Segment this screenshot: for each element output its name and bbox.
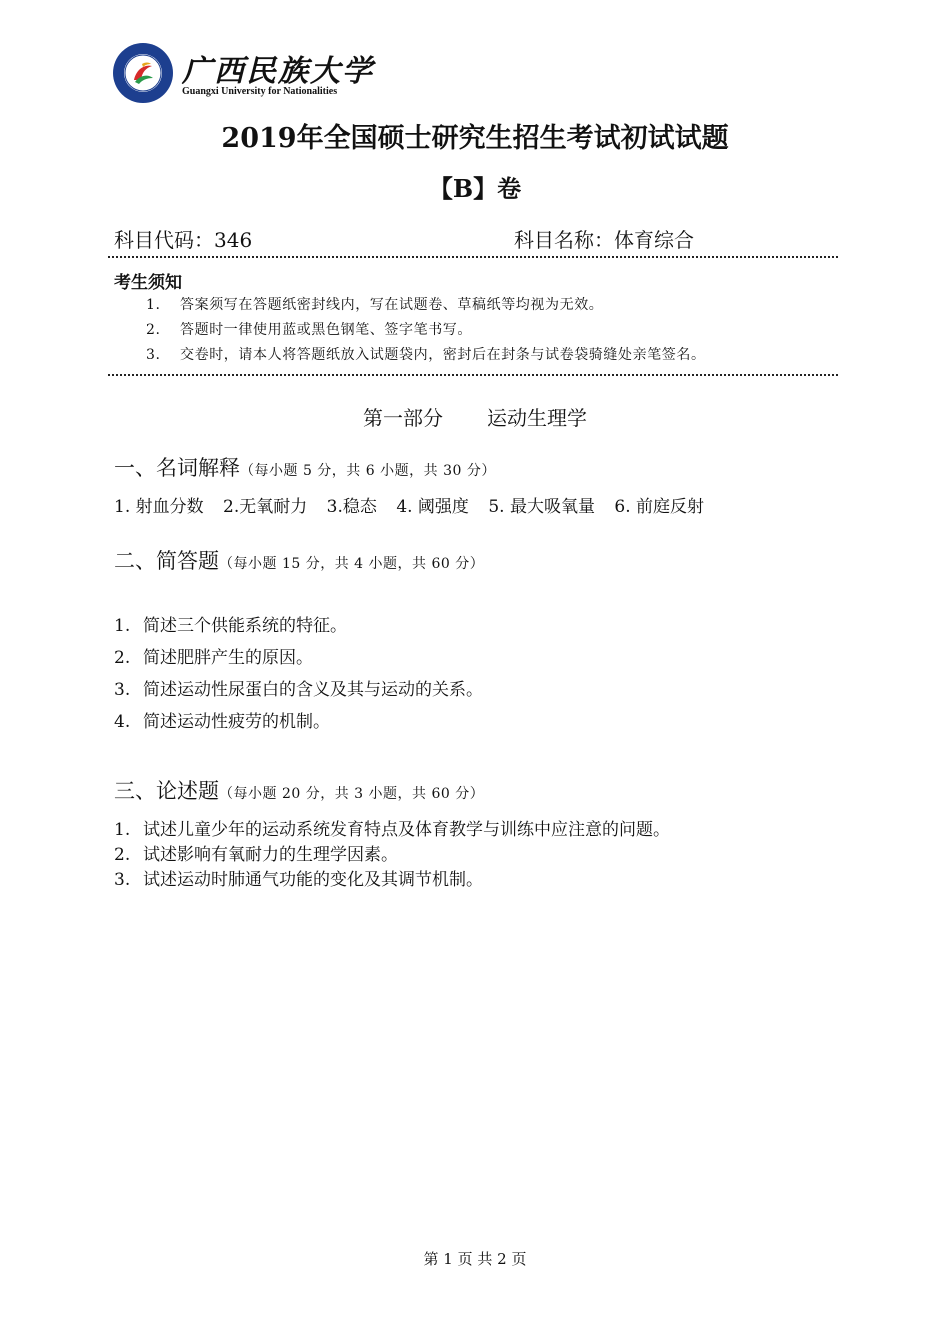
question-item: 4. 简述运动性疲劳的机制。 <box>114 712 330 732</box>
university-logo <box>112 42 374 102</box>
part-name: 运动生理学 <box>487 406 587 430</box>
question-item: 1. 试述儿童少年的运动系统发育特点及体育教学与训练中应注意的问题。 <box>114 820 670 840</box>
part-label: 第一部分 <box>363 406 443 430</box>
question-item: 2. 简述肥胖产生的原因。 <box>114 648 313 668</box>
section-title: 三、论述题 <box>114 779 219 803</box>
question-item: 1. 简述三个供能系统的特征。 <box>114 616 347 636</box>
notice-heading: 考生须知 <box>114 273 182 293</box>
paper-version: 【B】卷 <box>428 174 522 203</box>
university-name-cn: 广西民族大学 <box>182 54 374 89</box>
page-number: 第 1 页 共 2 页 <box>423 1250 527 1268</box>
divider-top <box>108 256 838 258</box>
question-item: 3. 简述运动性尿蛋白的含义及其与运动的关系。 <box>114 680 483 700</box>
term-item: 1. 射血分数 <box>114 497 204 517</box>
section-scoring: （每小题 20 分，共 3 小题，共 60 分） <box>219 786 485 802</box>
question-item: 2. 试述影响有氧耐力的生理学因素。 <box>114 845 398 865</box>
section-title: 一、名词解释 <box>114 456 240 480</box>
term-list <box>114 492 718 517</box>
section-heading <box>114 775 484 805</box>
section-heading <box>114 545 484 575</box>
part-heading <box>0 402 950 431</box>
university-seal-icon <box>112 42 174 104</box>
section-heading <box>114 452 496 482</box>
notice-item: 2. 答题时一律使用蓝或黑色钢笔、签字笔书写。 <box>146 322 472 338</box>
section-title: 二、简答题 <box>114 549 219 573</box>
divider-bottom <box>108 374 838 376</box>
section-scoring: （每小题 5 分，共 6 小题，共 30 分） <box>240 463 496 479</box>
term-item: 5. 最大吸氧量 <box>488 497 595 517</box>
subject-code: 科目代码：346 <box>114 228 253 252</box>
notice-item: 1. 答案须写在答题纸密封线内，写在试题卷、草稿纸等均视为无效。 <box>146 297 604 313</box>
notice-item: 3. 交卷时，请本人将答题纸放入试题袋内，密封后在封条与试卷袋骑缝处亲笔签名。 <box>146 347 706 363</box>
section-scoring: （每小题 15 分，共 4 小题，共 60 分） <box>219 556 485 572</box>
term-item: 6. 前庭反射 <box>614 497 704 517</box>
term-item: 4. 阈强度 <box>396 497 469 517</box>
exam-title: 2019年全国硕士研究生招生考试初试试题 <box>221 123 729 154</box>
term-item: 3.稳态 <box>326 497 377 517</box>
university-name-en: Guangxi University for Nationalities <box>182 86 338 97</box>
subject-name: 科目名称：体育综合 <box>514 228 694 252</box>
question-item: 3. 试述运动时肺通气功能的变化及其调节机制。 <box>114 870 483 890</box>
term-item: 2.无氧耐力 <box>223 497 308 517</box>
